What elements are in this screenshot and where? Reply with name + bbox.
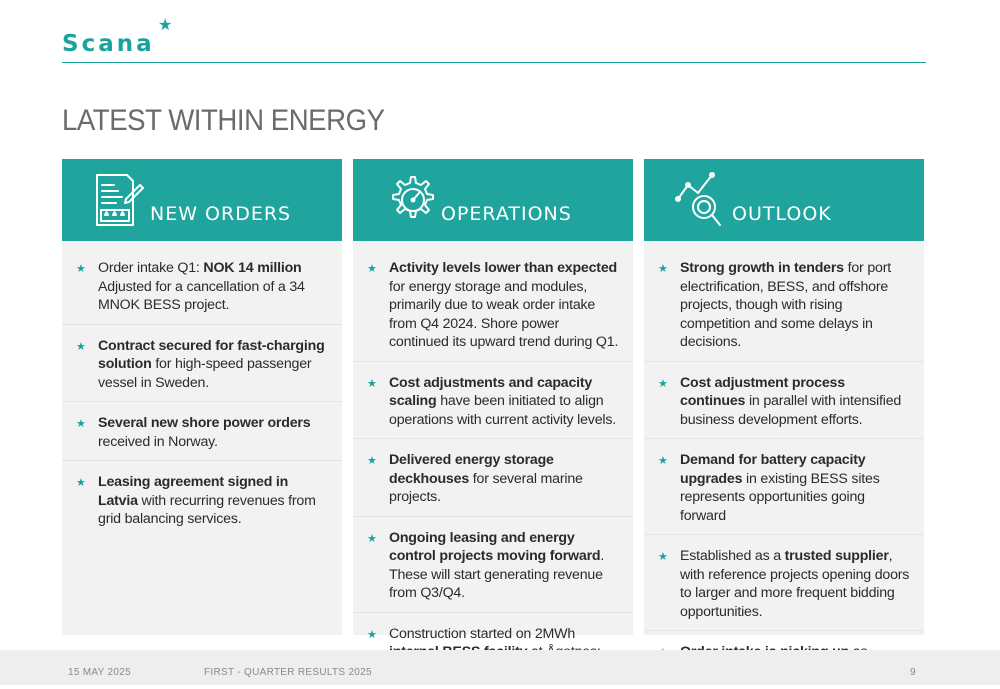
- list-item: [62, 469, 342, 538]
- page-number: 9: [910, 667, 916, 678]
- document-checklist-icon: [92, 169, 148, 231]
- bullet-star-icon: ★: [658, 260, 668, 279]
- column-header: [353, 159, 633, 241]
- column-header: [62, 159, 342, 241]
- column-title: OPERATIONS: [441, 203, 572, 225]
- item-text-bold: Several new shore power orders: [98, 415, 310, 431]
- item-text-bold: Activity levels lower than expected: [389, 260, 617, 276]
- page-title: LATEST WITHIN ENERGY: [62, 104, 385, 138]
- column-title: NEW ORDERS: [150, 203, 291, 225]
- scana-logo: [62, 20, 155, 56]
- column-title: OUTLOOK: [732, 203, 832, 225]
- bullet-star-icon: ★: [76, 474, 86, 493]
- item-text-bold: Strong growth in tenders: [680, 260, 844, 276]
- item-text-bold: Cost adjustments and capacity scaling: [389, 375, 592, 410]
- item-text: Construction started on 2MWh: [389, 626, 575, 642]
- logo-text: Scana: [62, 33, 155, 56]
- footer-title: FIRST - QUARTER RESULTS 2025: [204, 667, 372, 678]
- list-item: [353, 447, 633, 517]
- list-item: [62, 410, 342, 461]
- column-new-orders: [62, 159, 342, 635]
- item-text-bold: Contract secured for fast-charging solution: [98, 338, 325, 373]
- list-item: [62, 333, 342, 403]
- bullet-star-icon: ★: [367, 260, 377, 279]
- list-item: [62, 255, 342, 325]
- item-text-bold: Cost adjustment process continues: [680, 375, 845, 410]
- list-item: [353, 525, 633, 613]
- list-item: [353, 255, 633, 362]
- footer-date: 15 MAY 2025: [68, 667, 131, 678]
- item-text: have been initiated to align operations with current activity levels.: [389, 393, 616, 428]
- item-text-bold: NOK 14 million: [203, 260, 301, 276]
- item-text: in parallel with intensified business development efforts.: [680, 393, 901, 428]
- bullet-star-icon: ★: [658, 375, 668, 394]
- bullet-star-icon: ★: [658, 548, 668, 567]
- item-text: received in Norway.: [98, 434, 218, 450]
- list-item: [644, 370, 924, 440]
- bullet-star-icon: ★: [76, 260, 86, 279]
- gear-gauge-icon: [383, 169, 439, 231]
- column-outlook: [644, 159, 924, 635]
- column-operations: [353, 159, 633, 635]
- list-item: [644, 255, 924, 362]
- bullet-star-icon: ★: [367, 626, 377, 645]
- item-text: Order intake Q1:: [98, 260, 203, 276]
- column-header: [644, 159, 924, 241]
- bullet-star-icon: ★: [367, 452, 377, 471]
- item-text: for port electrification, BESS, and offshore projects, though with rising competition and some delays in decisions.: [680, 260, 891, 350]
- item-text-bold: Demand for battery capacity upgrades: [680, 452, 865, 487]
- header-divider: [62, 62, 926, 63]
- list-item: [353, 370, 633, 440]
- item-text: Adjusted for a cancellation of a 34 MNOK BESS project.: [98, 279, 305, 314]
- item-text-bold: Delivered energy storage deckhouses: [389, 452, 554, 487]
- item-text: Established as a: [680, 548, 785, 564]
- item-text-bold: trusted supplier: [785, 548, 889, 564]
- item-text: for high-speed passenger vessel in Sweden.: [98, 356, 311, 391]
- item-text-bold: Ongoing leasing and energy control projects moving forward: [389, 530, 600, 565]
- footer-bar: [0, 650, 1000, 685]
- bullet-star-icon: ★: [658, 452, 668, 471]
- item-text: in existing BESS sites represents opportunities going forward: [680, 471, 880, 524]
- item-text: for energy storage and modules, primarily due to weak order intake from Q4 2024. Shore power continued its upward trend during Q1.: [389, 279, 618, 351]
- item-list: [644, 241, 924, 689]
- item-text: , with reference projects opening doors to larger and more frequent bidding opportunities.: [680, 548, 909, 620]
- item-list: [62, 241, 342, 538]
- list-item: [644, 447, 924, 535]
- bullet-star-icon: ★: [367, 530, 377, 549]
- item-text-bold: Leasing agreement signed in Latvia: [98, 474, 288, 509]
- list-item: [644, 543, 924, 631]
- item-text: with recurring revenues from grid balancing services.: [98, 493, 316, 528]
- item-list: [353, 241, 633, 689]
- magnifier-trend-icon: [674, 169, 730, 231]
- item-text: . These will start generating revenue from Q3/Q4.: [389, 548, 604, 601]
- item-text: for several marine projects.: [389, 471, 583, 506]
- bullet-star-icon: ★: [76, 415, 86, 434]
- bullet-star-icon: ★: [367, 375, 377, 394]
- star-icon: ★: [158, 18, 172, 34]
- bullet-star-icon: ★: [76, 338, 86, 357]
